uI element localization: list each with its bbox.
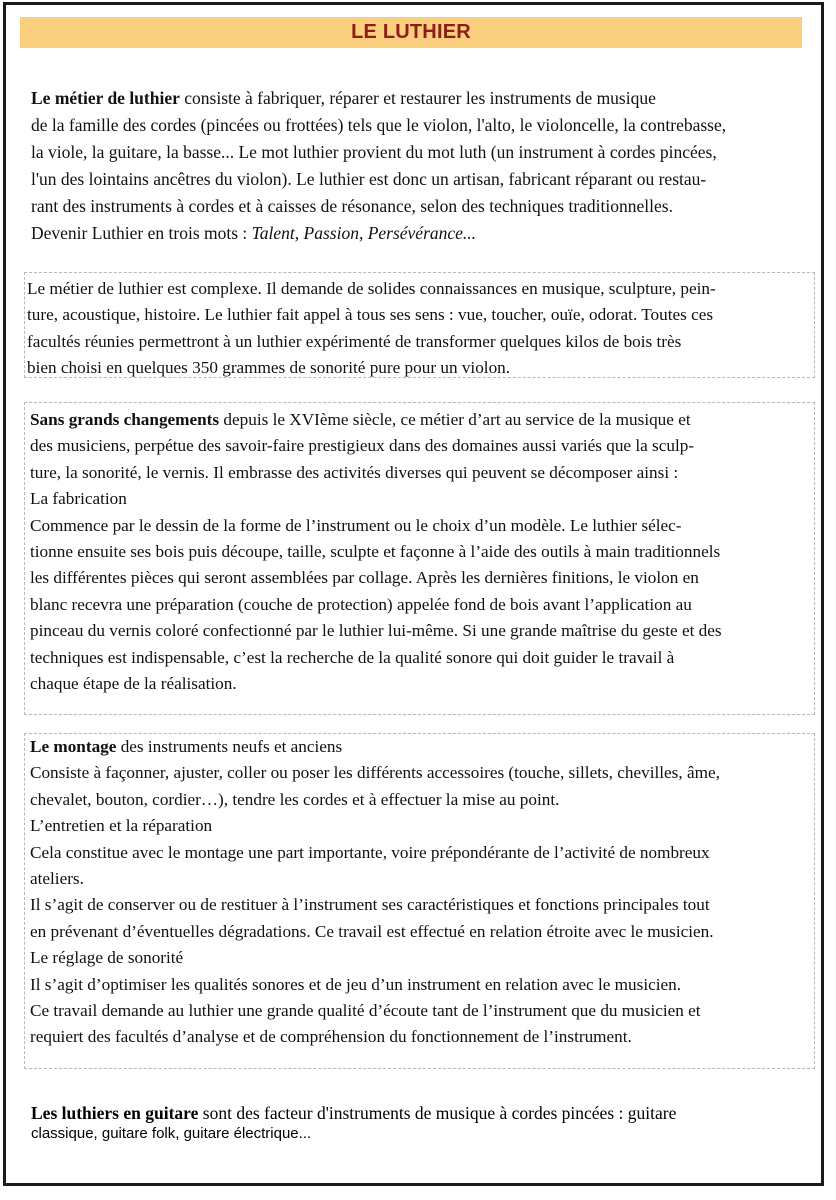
intro-line-3: la viole, la guitare, la basse... Le mot luthier provient du mot luth (un instrument à cordes pincées, [31,142,717,162]
page-frame [3,2,824,1186]
complexity-line-2: ture, acoustique, histoire. Le luthier fait appel à tous ses sens : vue, toucher, ouïe, odorat. Toutes ces [27,305,714,325]
fabrication-line-10: techniques est indispensable, c’est la recherche de la qualité sonore qui doit guider le travail à [30,647,675,667]
intro-line-4: l'un des lointains ancêtres du violon). Le luthier est donc un artisan, fabricant réparant ou restau- [31,169,707,189]
montage-bold: Le montage [30,737,117,756]
entretien-heading: L’entretien et la réparation [30,816,213,836]
montage-line-7: Il s’agit de conserver ou de restituer à l’instrument ses caractéristiques et fonctions principales tout [30,895,710,915]
intro-line-6: Devenir Luthier en trois mots : Talent, Passion, Persévérance... [31,223,477,243]
montage-line-2: Consiste à façonner, ajuster, coller ou poser les différents accessoires (touche, sillets, chevilles, âme, [30,763,720,783]
montage-line-5: Cela constitue avec le montage une part importante, voire prépondérante de l’activité de nombreux [30,842,710,862]
fabrication-bold: Sans grands changements [30,410,220,429]
title-banner [20,17,802,48]
intro-line-1: Le métier de luthier consiste à fabriquer, réparer et restaurer les instruments de musique [31,88,656,108]
reglage-heading: Le réglage de sonorité [30,948,184,968]
montage-line-6: ateliers. [30,869,84,889]
intro-italic: Talent, Passion, Persévérance... [251,223,477,243]
intro-paragraph [31,85,801,247]
montage-line-3: chevalet, bouton, cordier…), tendre les cordes et à effectuer la mise au point. [30,789,560,809]
fabrication-line-6: tionne ensuite ses bois puis découpe, taille, sculpte et façonne à l’aide des outils à main traditionnels [30,542,721,562]
guitar-paragraph [31,1102,811,1144]
fabrication-line-11: chaque étape de la réalisation. [30,674,237,694]
fabrication-box [24,402,815,715]
intro-bold: Le métier de luthier [31,88,180,108]
fabrication-line-2: des musiciens, perpétue des savoir-faire prestigieux dans des domaines aussi variés que la sculp- [30,436,695,456]
complexity-line-1: Le métier de luthier est complexe. Il demande de solides connaissances en musique, sculpture, pein- [27,279,716,298]
intro-line-2: de la famille des cordes (pincées ou frottées) tels que le violon, l'alto, le violoncelle, la contrebasse, [31,115,727,135]
fabrication-line-7: les différentes pièces qui seront assemblées par collage. Après les dernières finitions, le violon en [30,568,699,588]
montage-box [24,733,815,1069]
montage-line-1: Le montage des instruments neufs et anciens [30,737,343,756]
guitar-line-2: classique, guitare folk, guitare électrique... [31,1125,312,1142]
intro-line-5: rant des instruments à cordes et à caisses de résonance, selon des techniques traditionnelles. [31,196,673,216]
montage-line-12: requiert des facultés d’analyse et de compréhension du fonctionnement de l’instrument. [30,1027,632,1047]
montage-line-11: Ce travail demande au luthier une grande qualité d’écoute tant de l’instrument que du musicien et [30,1001,701,1021]
fabrication-line-1: Sans grands changements depuis le XVIème siècle, ce métier d’art au service de la musique et [30,410,691,429]
fabrication-heading: La fabrication [30,489,127,509]
guitar-line-1: Les luthiers en guitare sont des facteur d'instruments de musique à cordes pincées : guitare [31,1103,677,1123]
montage-line-10: Il s’agit d’optimiser les qualités sonores et de jeu d’un instrument en relation avec le musicien. [30,974,682,994]
complexity-line-4: bien choisi en quelques 350 grammes de sonorité pure pour un violon. [27,358,511,378]
guitar-bold: Les luthiers en guitare [31,1103,199,1123]
fabrication-line-8: blanc recevra une préparation (couche de protection) appelée fond de bois avant l’application au [30,594,692,614]
complexity-line-3: facultés réunies permettront à un luthier expérimenté de transformer quelques kilos de bois très [27,331,682,351]
fabrication-line-3: ture, la sonorité, le vernis. Il embrasse des activités diverses qui peuvent se décomposer ainsi : [30,462,679,482]
complexity-box [24,272,815,378]
montage-line-8: en prévenant d’éventuelles dégradations. Ce travail est effectué en relation étroite avec le musicien. [30,921,714,941]
fabrication-line-9: pinceau du vernis coloré confectionné par le luthier lui-même. Si une grande maîtrise du geste et des [30,621,722,641]
fabrication-line-5: Commence par le dessin de la forme de l’instrument ou le choix d’un modèle. Le luthier sélec- [30,515,682,535]
page-title: LE LUTHIER [351,21,471,43]
